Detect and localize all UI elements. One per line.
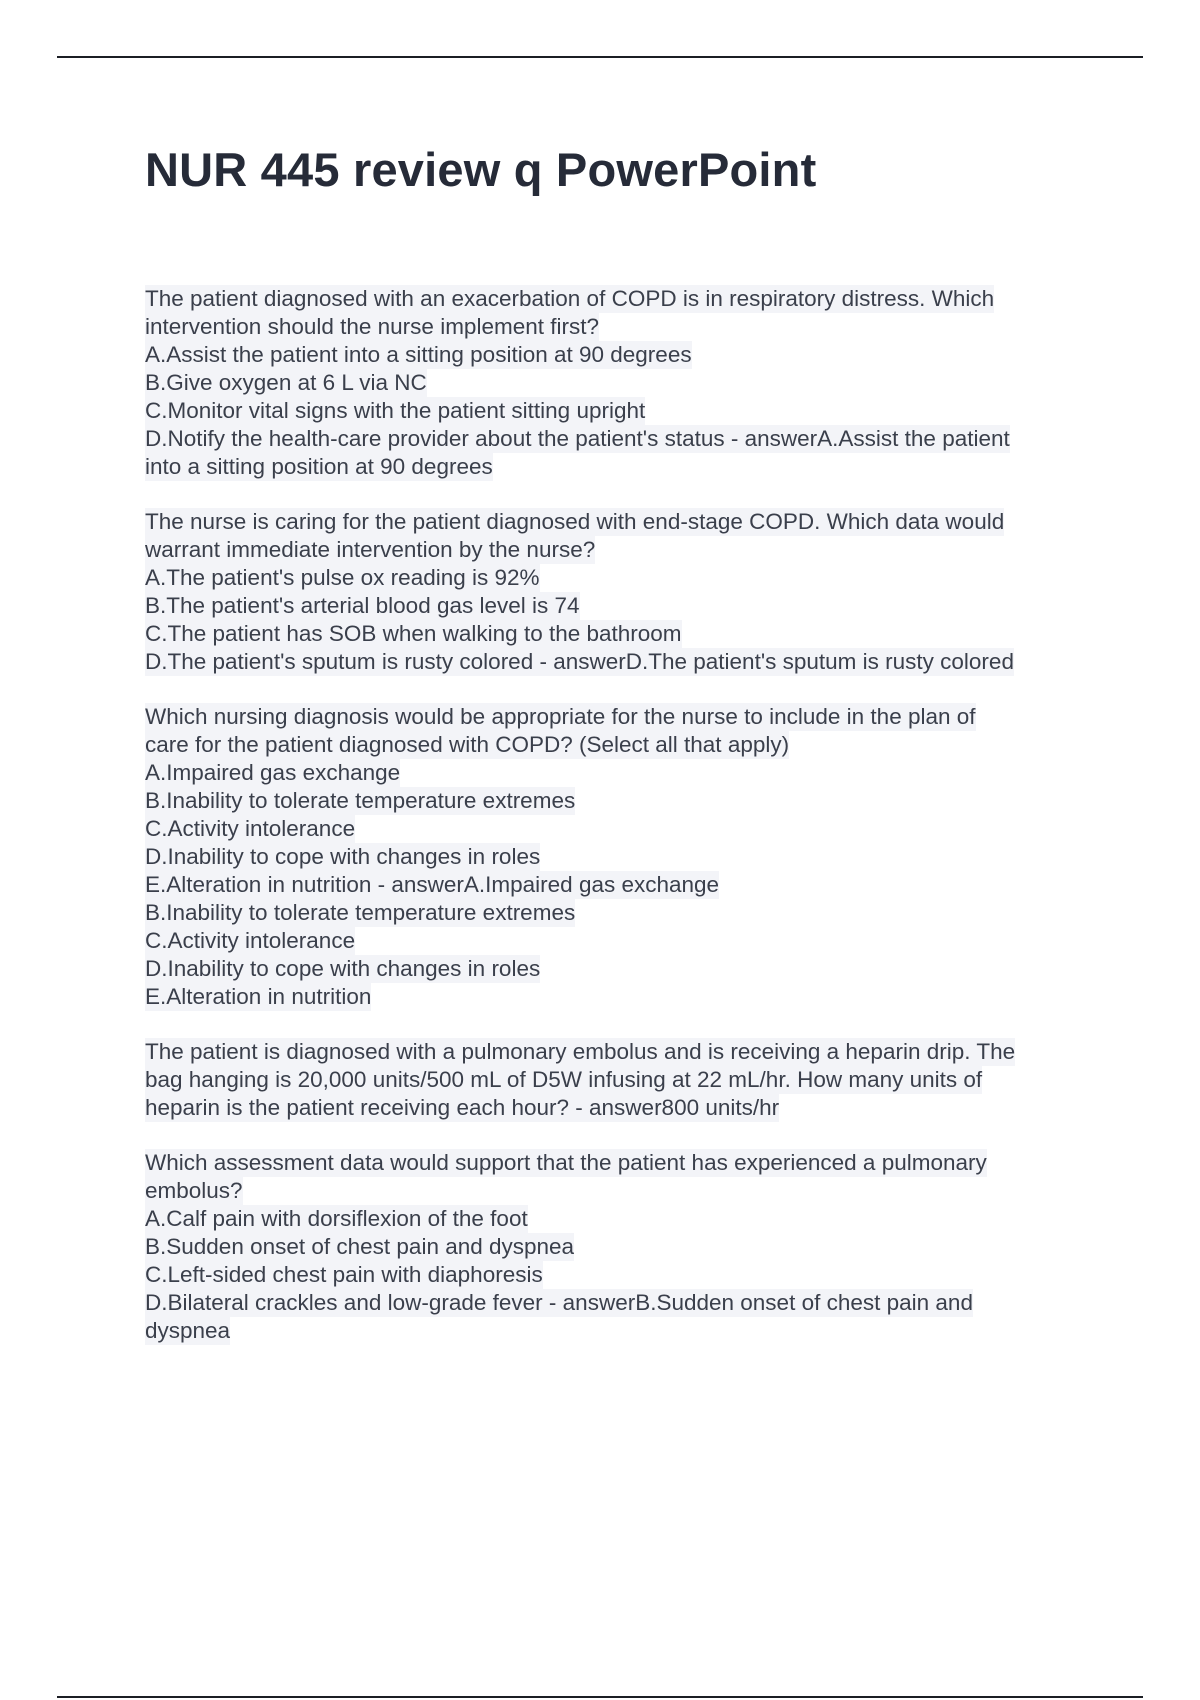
answer-line: C.Activity intolerance [145,928,356,953]
question-line: embolus? [145,1178,243,1203]
answer-option: E.Alteration in nutrition - answerA.Impaired gas exchange [145,872,720,897]
question-block-1 [145,285,1085,481]
answer-option: C.Left-sided chest pain with diaphoresis [145,1262,543,1287]
answer-line: D.Inability to cope with changes in roles [145,956,541,981]
bottom-divider [57,1696,1143,1698]
question-list [145,285,1085,1372]
answer-option: A.Calf pain with dorsiflexion of the foot [145,1206,528,1231]
question-line: bag hanging is 20,000 units/500 mL of D5W infusing at 22 mL/hr. How many units of [145,1067,983,1092]
answer-option: B.Inability to tolerate temperature extremes [145,788,576,813]
question-line: The patient diagnosed with an exacerbation of COPD is in respiratory distress. Which [145,286,995,311]
answer-line: heparin is the patient receiving each hour? - answer800 units/hr [145,1095,780,1120]
question-line: warrant immediate intervention by the nurse? [145,537,596,562]
answer-option: D.Inability to cope with changes in roles [145,844,541,869]
page-title: NUR 445 review q PowerPoint [145,143,817,196]
question-block-5 [145,1149,1085,1345]
question-line: The nurse is caring for the patient diagnosed with end-stage COPD. Which data would [145,509,1005,534]
answer-option: C.Monitor vital signs with the patient sitting upright [145,398,646,423]
answer-option: B.The patient's arterial blood gas level is 74 [145,593,580,618]
question-line: Which assessment data would support that the patient has experienced a pulmonary [145,1150,987,1175]
question-line: intervention should the nurse implement first? [145,314,599,339]
answer-option: D.Notify the health-care provider about the patient's status - answerA.Assist the patient [145,426,1010,451]
answer-line: E.Alteration in nutrition [145,984,372,1009]
top-divider [57,56,1143,58]
answer-line: B.Inability to tolerate temperature extremes [145,900,576,925]
question-block-3 [145,703,1085,1011]
question-line: The patient is diagnosed with a pulmonary embolus and is receiving a heparin drip. The [145,1039,1016,1064]
question-line: Which nursing diagnosis would be appropriate for the nurse to include in the plan of [145,704,976,729]
question-block-2 [145,508,1085,676]
answer-option: B.Give oxygen at 6 L via NC [145,370,427,395]
answer-option: D.The patient's sputum is rusty colored - answerD.The patient's sputum is rusty colored [145,649,1014,674]
answer-line: into a sitting position at 90 degrees [145,454,493,479]
answer-option: B.Sudden onset of chest pain and dyspnea [145,1234,575,1259]
answer-option: A.Impaired gas exchange [145,760,401,785]
answer-line: dyspnea [145,1318,231,1343]
question-line: care for the patient diagnosed with COPD? (Select all that apply) [145,732,790,757]
answer-option: A.The patient's pulse ox reading is 92% [145,565,540,590]
question-block-4 [145,1038,1085,1122]
answer-option: C.The patient has SOB when walking to the bathroom [145,621,682,646]
answer-option: A.Assist the patient into a sitting position at 90 degrees [145,342,692,367]
answer-option: C.Activity intolerance [145,816,356,841]
answer-option: D.Bilateral crackles and low-grade fever - answerB.Sudden onset of chest pain and [145,1290,973,1315]
